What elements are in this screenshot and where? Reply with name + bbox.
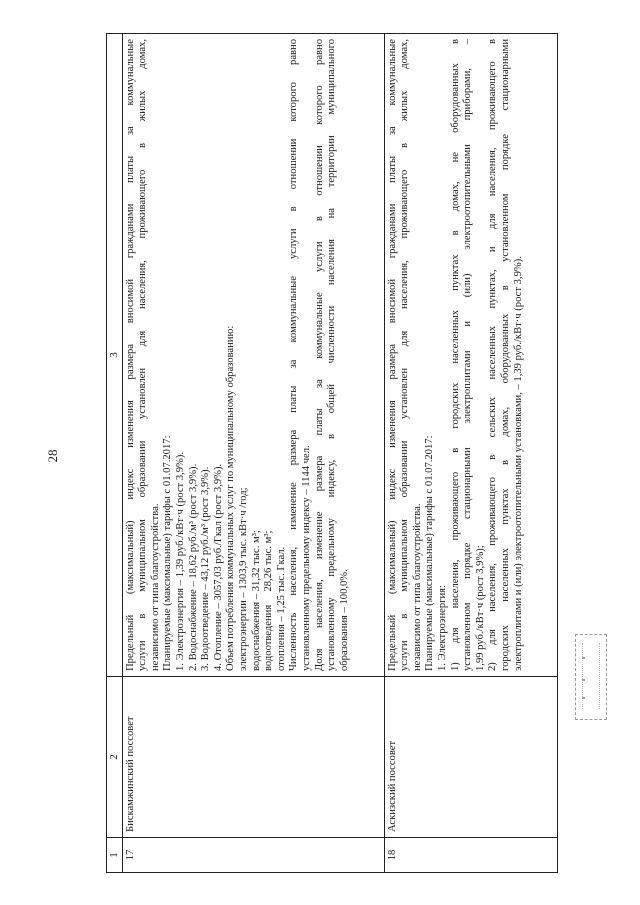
header-col-2: 2 [107, 677, 123, 838]
desc-line: отопления – 1,25 тыс. Гкал. [275, 546, 287, 671]
desc-line: Предельный (максимальный) индекс изменения размера вносимой гражданами платы за коммунальные [386, 39, 398, 671]
desc-line: 1. Электроэнергия – 1,39 руб./кВт·ч (рост 3,9%). [174, 451, 186, 671]
row-number: 17 [122, 838, 384, 873]
desc-line: установленном порядке стационарными электроплитами и (или) электроотопительными приборами, – [462, 39, 474, 671]
desc-line: водоотведения 28,26 тыс. м³; [263, 530, 275, 671]
desc-line: независимо от типа благоустройства. [411, 503, 423, 671]
faint-stamp-mark [575, 634, 607, 720]
desc-line: независимо от типа благоустройства. [149, 503, 161, 671]
desc-line: установленному предельному индексу – 1144 чел. [300, 445, 312, 671]
desc-line: 1) для населения, проживающего в городских населенных пунктах в домах, не оборудованных в [449, 39, 461, 671]
desc-line: 4. Отопление – 3057,03 руб./Гкал (рост 3,9%). [212, 463, 224, 671]
page-number: 28 [45, 449, 60, 463]
table-row [122, 34, 384, 873]
desc-line: 1. Электроэнергия: [436, 585, 448, 671]
stamp-speck [582, 679, 585, 681]
desc-line: электроплитами и (или) электроотопительными установками, – 1,39 руб./кВт·ч (рост 3,9%). [512, 256, 524, 671]
desc-line: Планируемые (максимальные) тарифы с 01.07.2017: [424, 435, 436, 671]
desc-line: 2) для населения, проживающего в сельских населенных пунктах, и для населения, проживающего в [487, 39, 499, 671]
stamp-speck [582, 697, 585, 699]
desc-line: 2. Водоснабжение – 18,62 руб./м³ (рост 3,9%). [187, 463, 199, 671]
tariff-table [106, 33, 558, 873]
desc-line: Планируемые (максимальные) тарифы с 01.07.2017: [162, 435, 174, 671]
table-row [384, 34, 557, 873]
document-table-frame [106, 33, 558, 873]
desc-line: образования – 100,0%. [338, 569, 350, 671]
desc-line: установленному предельному индексу, в общей численности населения на территории муниципального [326, 39, 338, 671]
desc-line: Предельный (максимальный) индекс изменения размера вносимой гражданами платы за коммунальные [124, 39, 136, 671]
desc-line: 3. Водоотведение – 43,12 руб./м³ (рост 3,9%). [200, 466, 212, 671]
municipality-name: Бискамжинский поссовет [122, 677, 384, 838]
desc-line: водоснабжения – 31,32 тыс. м³; [250, 530, 262, 671]
municipality-name: Аскизский поссовет [384, 677, 557, 838]
row-number: 18 [384, 838, 557, 873]
stamp-speck [582, 657, 585, 659]
desc-line: 1,99 руб./кВт·ч (рост 3,9%); [474, 545, 486, 671]
row-description [384, 34, 557, 677]
desc-line: Численность населения, изменение размера платы за коммунальные услуги в отношении которого равно [288, 39, 300, 671]
desc-line: Объем потребления коммунальных услуг по муниципальному образованию: [225, 325, 237, 671]
desc-line: городских населенных пунктах в домах, оборудованных в установленном порядке стационарными [499, 39, 511, 671]
row-description [122, 34, 384, 677]
desc-line: электроэнергии – 1303,9 тыс. кВт·ч /год; [237, 487, 249, 671]
header-col-1: 1 [107, 838, 123, 873]
desc-line: услуги в муниципальном образовании установлен для населения, проживающего в жилых домах, [399, 39, 411, 671]
desc-line: Доля населения, изменение размера платы за коммунальные услуги в отношении которого равно [313, 39, 325, 671]
header-col-3: 3 [107, 34, 123, 677]
table-header-row [107, 34, 123, 873]
desc-line: услуги в муниципальном образовании установлен для населения, проживающего в жилых домах, [137, 39, 149, 671]
document-table-rotated [106, 33, 558, 873]
